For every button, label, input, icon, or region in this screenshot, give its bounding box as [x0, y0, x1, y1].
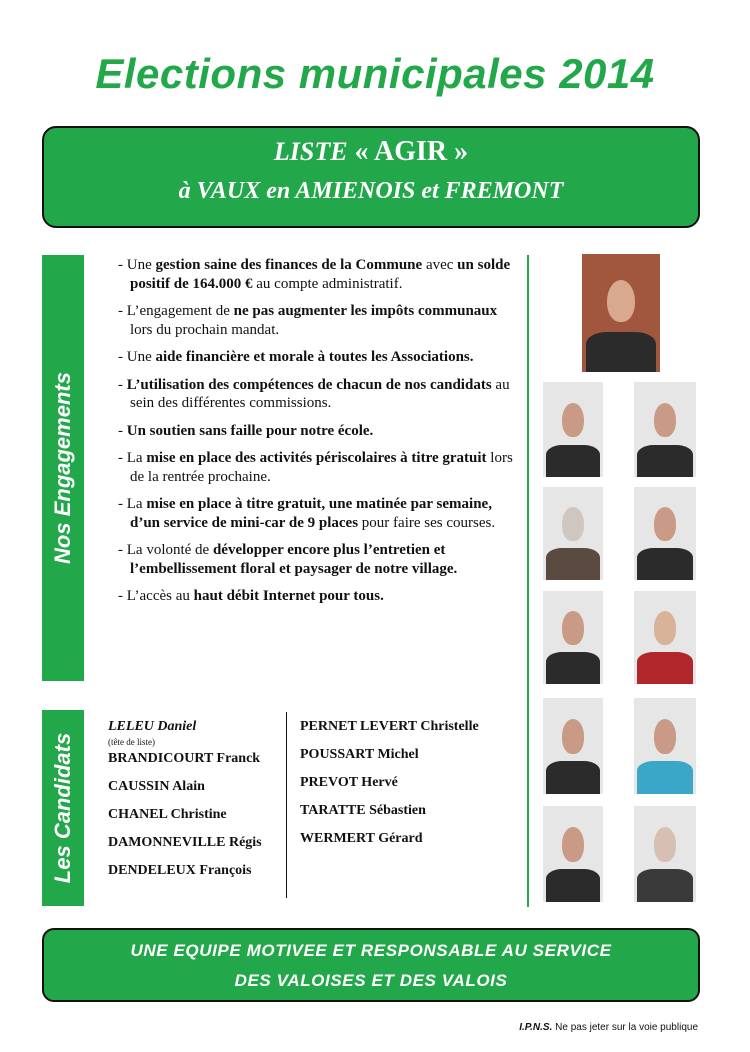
engagement-text: -	[118, 422, 127, 439]
engagement-text: - L’engagement de	[118, 303, 234, 319]
engagement-item	[108, 422, 513, 441]
engagement-item	[108, 376, 513, 413]
list-name: « AGIR »	[354, 136, 469, 167]
engagement-item	[108, 302, 513, 339]
candidate-name: CAUSSIN Alain	[108, 779, 205, 794]
engagement-text: - La	[118, 450, 147, 466]
candidats-sidebar	[42, 710, 84, 906]
list-prefix: LISTE	[273, 137, 348, 166]
page-title: Elections municipales 2014	[95, 50, 655, 97]
footer-note	[420, 1022, 698, 1033]
engagements-sidebar	[42, 255, 84, 681]
candidate-photo	[634, 382, 696, 477]
candidate-photo	[634, 487, 696, 580]
candidate-name: PERNET LEVERT Christelle	[300, 719, 479, 734]
engagement-text: - L’accès au	[118, 588, 194, 604]
engagement-text: gestion saine des finances de la Commune	[155, 257, 423, 273]
engagement-text: aide financière et morale à toutes les Associations.	[155, 349, 474, 365]
candidate-photo	[582, 254, 660, 372]
engagement-text: -	[118, 376, 127, 393]
engagement-text: un solde positif de 164.000 €	[130, 257, 511, 292]
candidate-name: DAMONNEVILLE Régis	[108, 835, 262, 850]
candidate-name: DENDELEUX François	[108, 863, 252, 878]
candidate-photo	[543, 382, 603, 477]
engagement-text: mise en place à titre gratuit, une matinée par semaine, d’un service de mini-car de 9 places	[130, 496, 492, 531]
engagement-text: ne pas augmenter les impôts communaux	[233, 303, 498, 319]
slogan-banner	[42, 928, 700, 1002]
candidate-name: POUSSART Michel	[300, 747, 419, 762]
engagement-text: lors de la rentrée prochaine.	[130, 450, 513, 485]
candidates-column-2	[300, 718, 510, 858]
candidate-photo	[543, 806, 603, 902]
head-candidate-note: (tête de liste)	[108, 737, 155, 747]
engagement-text: L’utilisation des compétences de chacun de nos candidats	[126, 376, 492, 393]
footer-ipns: I.P.N.S.	[519, 1022, 553, 1033]
slogan-line-1: UNE EQUIPE MOTIVEE ET RESPONSABLE AU SERVICE	[130, 941, 612, 960]
engagements-label: Nos Engagements	[50, 372, 75, 564]
candidate-name: BRANDICOURT Franck	[108, 751, 261, 766]
engagement-text: Un soutien sans faille pour notre école.	[126, 422, 374, 439]
slogan-line-2: DES VALOISES ET DES VALOIS	[234, 971, 508, 990]
engagement-item	[108, 495, 513, 532]
engagement-text: développer encore plus l’entretien et l’embellissement floral et paysager de notre village.	[130, 542, 458, 577]
list-banner	[42, 126, 700, 228]
engagement-text: - La	[118, 496, 147, 512]
footer-text: Ne pas jeter sur la voie publique	[552, 1022, 698, 1033]
candidates-separator	[286, 712, 287, 898]
list-name-line	[44, 136, 698, 168]
engagement-text: lors du prochain mandat.	[130, 321, 280, 338]
candidate-name: WERMERT Gérard	[300, 831, 423, 846]
head-candidate: LELEU Daniel	[108, 719, 197, 734]
candidate-photo	[634, 591, 696, 684]
candidate-photo	[634, 698, 696, 794]
engagement-item	[108, 348, 513, 367]
candidate-name: PREVOT Hervé	[300, 775, 398, 790]
list-location: à VAUX en AMIENOIS et FREMONT	[178, 178, 564, 204]
engagement-text: avec	[422, 257, 458, 273]
engagement-text: au sein des différentes commissions.	[130, 376, 510, 411]
candidate-name: TARATTE Sébastien	[300, 803, 426, 818]
engagement-text: mise en place des activités périscolaires à titre gratuit	[146, 450, 487, 466]
engagement-item	[108, 541, 513, 578]
candidate-name: CHANEL Christine	[108, 807, 227, 822]
engagement-item	[108, 256, 513, 293]
engagement-text: au compte administratif.	[252, 275, 403, 292]
engagement-text: - Une	[118, 349, 156, 365]
photo-divider	[527, 255, 529, 907]
candidate-photo	[543, 698, 603, 794]
engagement-text: haut débit Internet pour tous.	[193, 588, 384, 604]
candidats-label: Les Candidats	[50, 732, 75, 884]
candidate-photo	[634, 806, 696, 902]
engagement-item	[108, 587, 513, 606]
candidate-photo	[543, 487, 603, 580]
engagement-item	[108, 449, 513, 486]
engagement-text: - Une	[118, 257, 156, 273]
candidates-column-1	[108, 718, 283, 890]
engagements-list	[108, 256, 513, 615]
candidate-photo	[543, 591, 603, 684]
engagement-text: pour faire ses courses.	[358, 514, 496, 531]
engagement-text: - La volonté de	[118, 542, 213, 558]
